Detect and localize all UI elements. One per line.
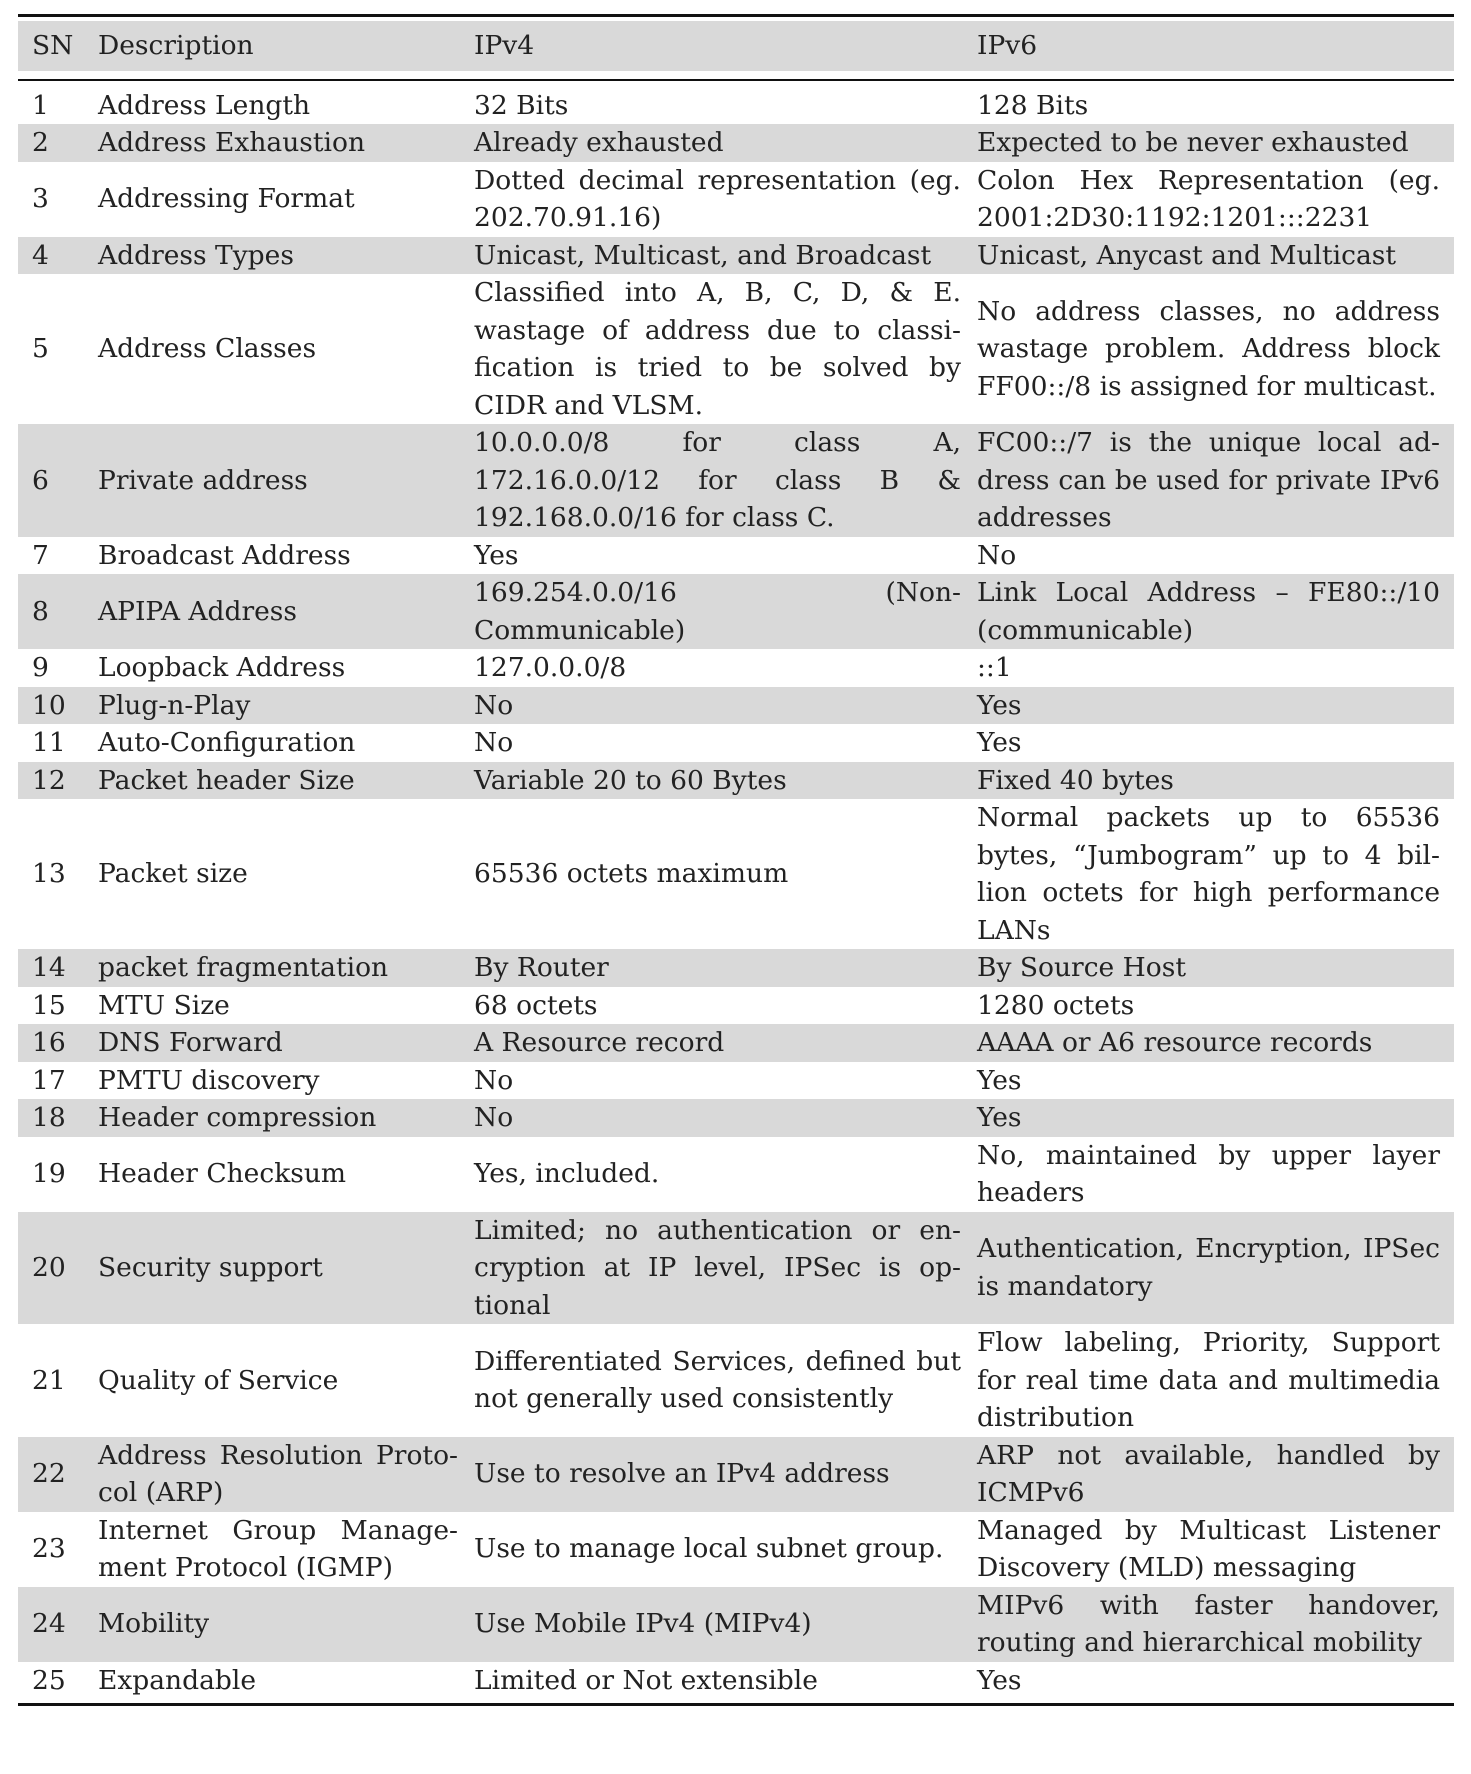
cell-sn: 19 <box>32 1158 66 1190</box>
table-row <box>18 274 1454 424</box>
table-row <box>18 987 1454 1025</box>
header-sn: SN <box>32 30 74 61</box>
cell-description: Address Length <box>98 89 311 121</box>
cell-ipv6: Yes <box>977 727 1022 758</box>
table-row <box>18 1437 1454 1512</box>
table-row <box>18 762 1454 800</box>
table-row <box>18 162 1454 237</box>
cell-ipv4: Unicast, Multicast, and Broadcast <box>474 239 932 271</box>
table-row <box>18 537 1454 575</box>
cell-sn: 8 <box>32 595 49 627</box>
cell-ipv4: Use to manage local subnet group. <box>474 1533 944 1565</box>
cell-sn: 14 <box>32 952 66 983</box>
cell-sn: 17 <box>32 1064 66 1096</box>
cell-description: DNS Forward <box>98 1027 283 1058</box>
table-row <box>18 1512 1454 1587</box>
cell-ipv6: AAAA or A6 resource records <box>977 1027 1373 1058</box>
cell-sn: 12 <box>32 764 66 796</box>
cell-ipv4: 68 octets <box>474 989 598 1021</box>
table-row <box>18 799 1454 949</box>
cell-ipv4: 127.0.0.0/8 <box>474 652 627 683</box>
cell-ipv4: Classified into A, B, C, D, & E. wastage of address due to classification is tried to be solved by CIDR and VLSM. <box>474 277 961 421</box>
cell-ipv4: Dotted decimal representation (eg. 202.70.91.16) <box>474 164 961 233</box>
cell-description: Broadcast Address <box>98 539 351 571</box>
cell-description: Address Types <box>98 239 294 271</box>
table-row <box>18 1062 1454 1100</box>
cell-ipv4: Use Mobile IPv4 (MIPv4) <box>474 1608 812 1640</box>
cell-description: Auto-Configuration <box>98 727 356 758</box>
cell-description: Address Exhaustion <box>98 127 366 158</box>
cell-description: Private address <box>98 464 308 496</box>
table-header-row <box>18 21 1454 71</box>
table-row <box>18 949 1454 987</box>
cell-sn: 2 <box>32 127 49 158</box>
cell-sn: 18 <box>32 1102 66 1133</box>
cell-sn: 21 <box>32 1364 66 1396</box>
cell-ipv6: Yes <box>977 1064 1022 1096</box>
cell-sn: 24 <box>32 1608 66 1640</box>
table-row <box>18 1024 1454 1062</box>
cell-sn: 10 <box>32 689 66 721</box>
cell-description: Expandable <box>98 1664 257 1696</box>
cell-description: Address Classes <box>98 333 317 365</box>
cell-description: packet fragmentation <box>98 952 389 983</box>
cell-ipv4: No <box>474 1064 514 1096</box>
cell-ipv6: Yes <box>977 689 1022 721</box>
cell-ipv6: Unicast, Anycast and Multicast <box>977 239 1397 271</box>
header-ipv6: IPv6 <box>977 30 1038 61</box>
cell-ipv6: No address classes, no address wastage problem. Address block FF00::/8 is assigned for multicast. <box>977 295 1440 402</box>
cell-ipv6: Colon Hex Representation (eg. 2001:2D30:1192:1201:::2231 <box>977 164 1440 233</box>
cell-sn: 9 <box>32 652 49 683</box>
table-row <box>18 1137 1454 1212</box>
cell-ipv4: Already exhausted <box>474 127 724 158</box>
table-row <box>18 724 1454 762</box>
table-row <box>18 1212 1454 1325</box>
cell-ipv6: No <box>977 539 1017 571</box>
cell-ipv6: 1280 octets <box>977 989 1135 1021</box>
cell-description: Security support <box>98 1252 323 1283</box>
cell-sn: 22 <box>32 1458 66 1490</box>
cell-description: Address Resolution Protocol (ARP) <box>98 1439 458 1508</box>
cell-ipv4: Use to resolve an IPv4 address <box>474 1458 890 1490</box>
cell-sn: 11 <box>32 727 66 758</box>
cell-ipv6: Fixed 40 bytes <box>977 764 1174 796</box>
header-ipv4: IPv4 <box>474 30 535 61</box>
cell-sn: 23 <box>32 1533 66 1565</box>
cell-ipv4: 65536 octets maximum <box>474 858 789 890</box>
cell-ipv6: ::1 <box>977 652 1012 683</box>
cell-description: Header compression <box>98 1102 377 1133</box>
cell-ipv6: No, maintained by upper layer headers <box>977 1139 1440 1208</box>
table-row <box>18 574 1454 649</box>
table-row <box>18 424 1454 537</box>
bottom-rule <box>18 1703 1454 1706</box>
cell-description: Internet Group Management Protocol (IGMP) <box>98 1514 458 1583</box>
table-row <box>18 1662 1454 1700</box>
cell-description: Packet header Size <box>98 764 355 796</box>
cell-ipv6: By Source Host <box>977 952 1186 983</box>
cell-description: Plug-n-Play <box>98 689 251 721</box>
cell-description: Packet size <box>98 858 248 890</box>
cell-sn: 25 <box>32 1664 66 1696</box>
cell-ipv4: By Router <box>474 952 609 983</box>
cell-ipv6: ARP not available, handled by ICMPv6 <box>977 1439 1440 1508</box>
table-row <box>18 687 1454 725</box>
cell-description: APIPA Address <box>98 595 298 627</box>
cell-sn: 16 <box>32 1027 66 1058</box>
table-row <box>18 649 1454 687</box>
table-body <box>18 81 1454 1700</box>
cell-ipv4: No <box>474 727 514 758</box>
comparison-table <box>18 14 1454 1706</box>
cell-ipv6: FC00::/7 is the unique local address can be used for private IPv6 addresses <box>977 427 1440 533</box>
cell-ipv4: No <box>474 1102 514 1133</box>
cell-ipv6: Yes <box>977 1664 1022 1696</box>
cell-ipv4: A Resource record <box>474 1027 725 1058</box>
cell-description: Loopback Address <box>98 652 346 683</box>
cell-sn: 3 <box>32 183 49 215</box>
cell-sn: 5 <box>32 333 49 365</box>
cell-ipv4: Limited; no authentication or encryption at IP level, IPSec is optional <box>474 1214 961 1321</box>
table-row <box>18 124 1454 162</box>
cell-ipv6: MIPv6 with faster handover, routing and hierarchical mobility <box>977 1589 1440 1658</box>
header-description: Description <box>98 30 254 61</box>
cell-description: Addressing Format <box>98 183 355 215</box>
cell-sn: 20 <box>32 1252 66 1283</box>
cell-description: Mobility <box>98 1608 210 1640</box>
cell-ipv4: 32 Bits <box>474 89 569 121</box>
cell-sn: 1 <box>32 89 49 121</box>
cell-ipv6: Authentication, Encryption, IPSec is mandatory <box>977 1233 1440 1302</box>
cell-ipv6: Flow labeling, Priority, Support for real time data and multimedia distribution <box>977 1327 1440 1433</box>
cell-description: PMTU discovery <box>98 1064 320 1096</box>
cell-ipv6: 128 Bits <box>977 89 1089 121</box>
cell-ipv6: Managed by Multicast Listener Discovery (MLD) messaging <box>977 1514 1440 1583</box>
cell-sn: 13 <box>32 858 66 890</box>
cell-ipv4: Yes <box>474 539 519 571</box>
cell-ipv4: Variable 20 to 60 Bytes <box>474 764 787 796</box>
cell-ipv4: Differentiated Services, defined but not generally used consistently <box>474 1345 961 1415</box>
cell-description: Quality of Service <box>98 1364 339 1396</box>
top-rule <box>18 14 1454 17</box>
table-row <box>18 1324 1454 1437</box>
cell-description: Header Checksum <box>98 1158 347 1190</box>
cell-description: MTU Size <box>98 989 230 1021</box>
table-row <box>18 1587 1454 1662</box>
cell-sn: 6 <box>32 464 49 496</box>
cell-ipv4: Yes, included. <box>474 1158 660 1190</box>
cell-ipv4: 169.254.0.0/16 (Non-Communicable) <box>474 577 961 646</box>
cell-ipv6: Link Local Address – FE80::/10 (communicable) <box>977 577 1440 646</box>
cell-ipv6: Expected to be never exhausted <box>977 127 1409 158</box>
cell-ipv4: No <box>474 689 514 721</box>
cell-sn: 15 <box>32 989 66 1021</box>
cell-ipv6: Yes <box>977 1102 1022 1133</box>
cell-ipv6: Normal packets up to 65536 bytes, “Jumbogram” up to 4 billion octets for high performance LANs <box>977 802 1440 946</box>
cell-sn: 4 <box>32 239 49 271</box>
cell-sn: 7 <box>32 539 49 571</box>
table-row <box>18 81 1454 125</box>
table-row <box>18 1099 1454 1137</box>
table-row <box>18 237 1454 275</box>
cell-ipv4: 10.0.0.0/8 for class A, 172.16.0.0/12 for class B & 192.168.0.0/16 for class C. <box>474 427 961 533</box>
cell-ipv4: Limited or Not extensible <box>474 1664 818 1696</box>
